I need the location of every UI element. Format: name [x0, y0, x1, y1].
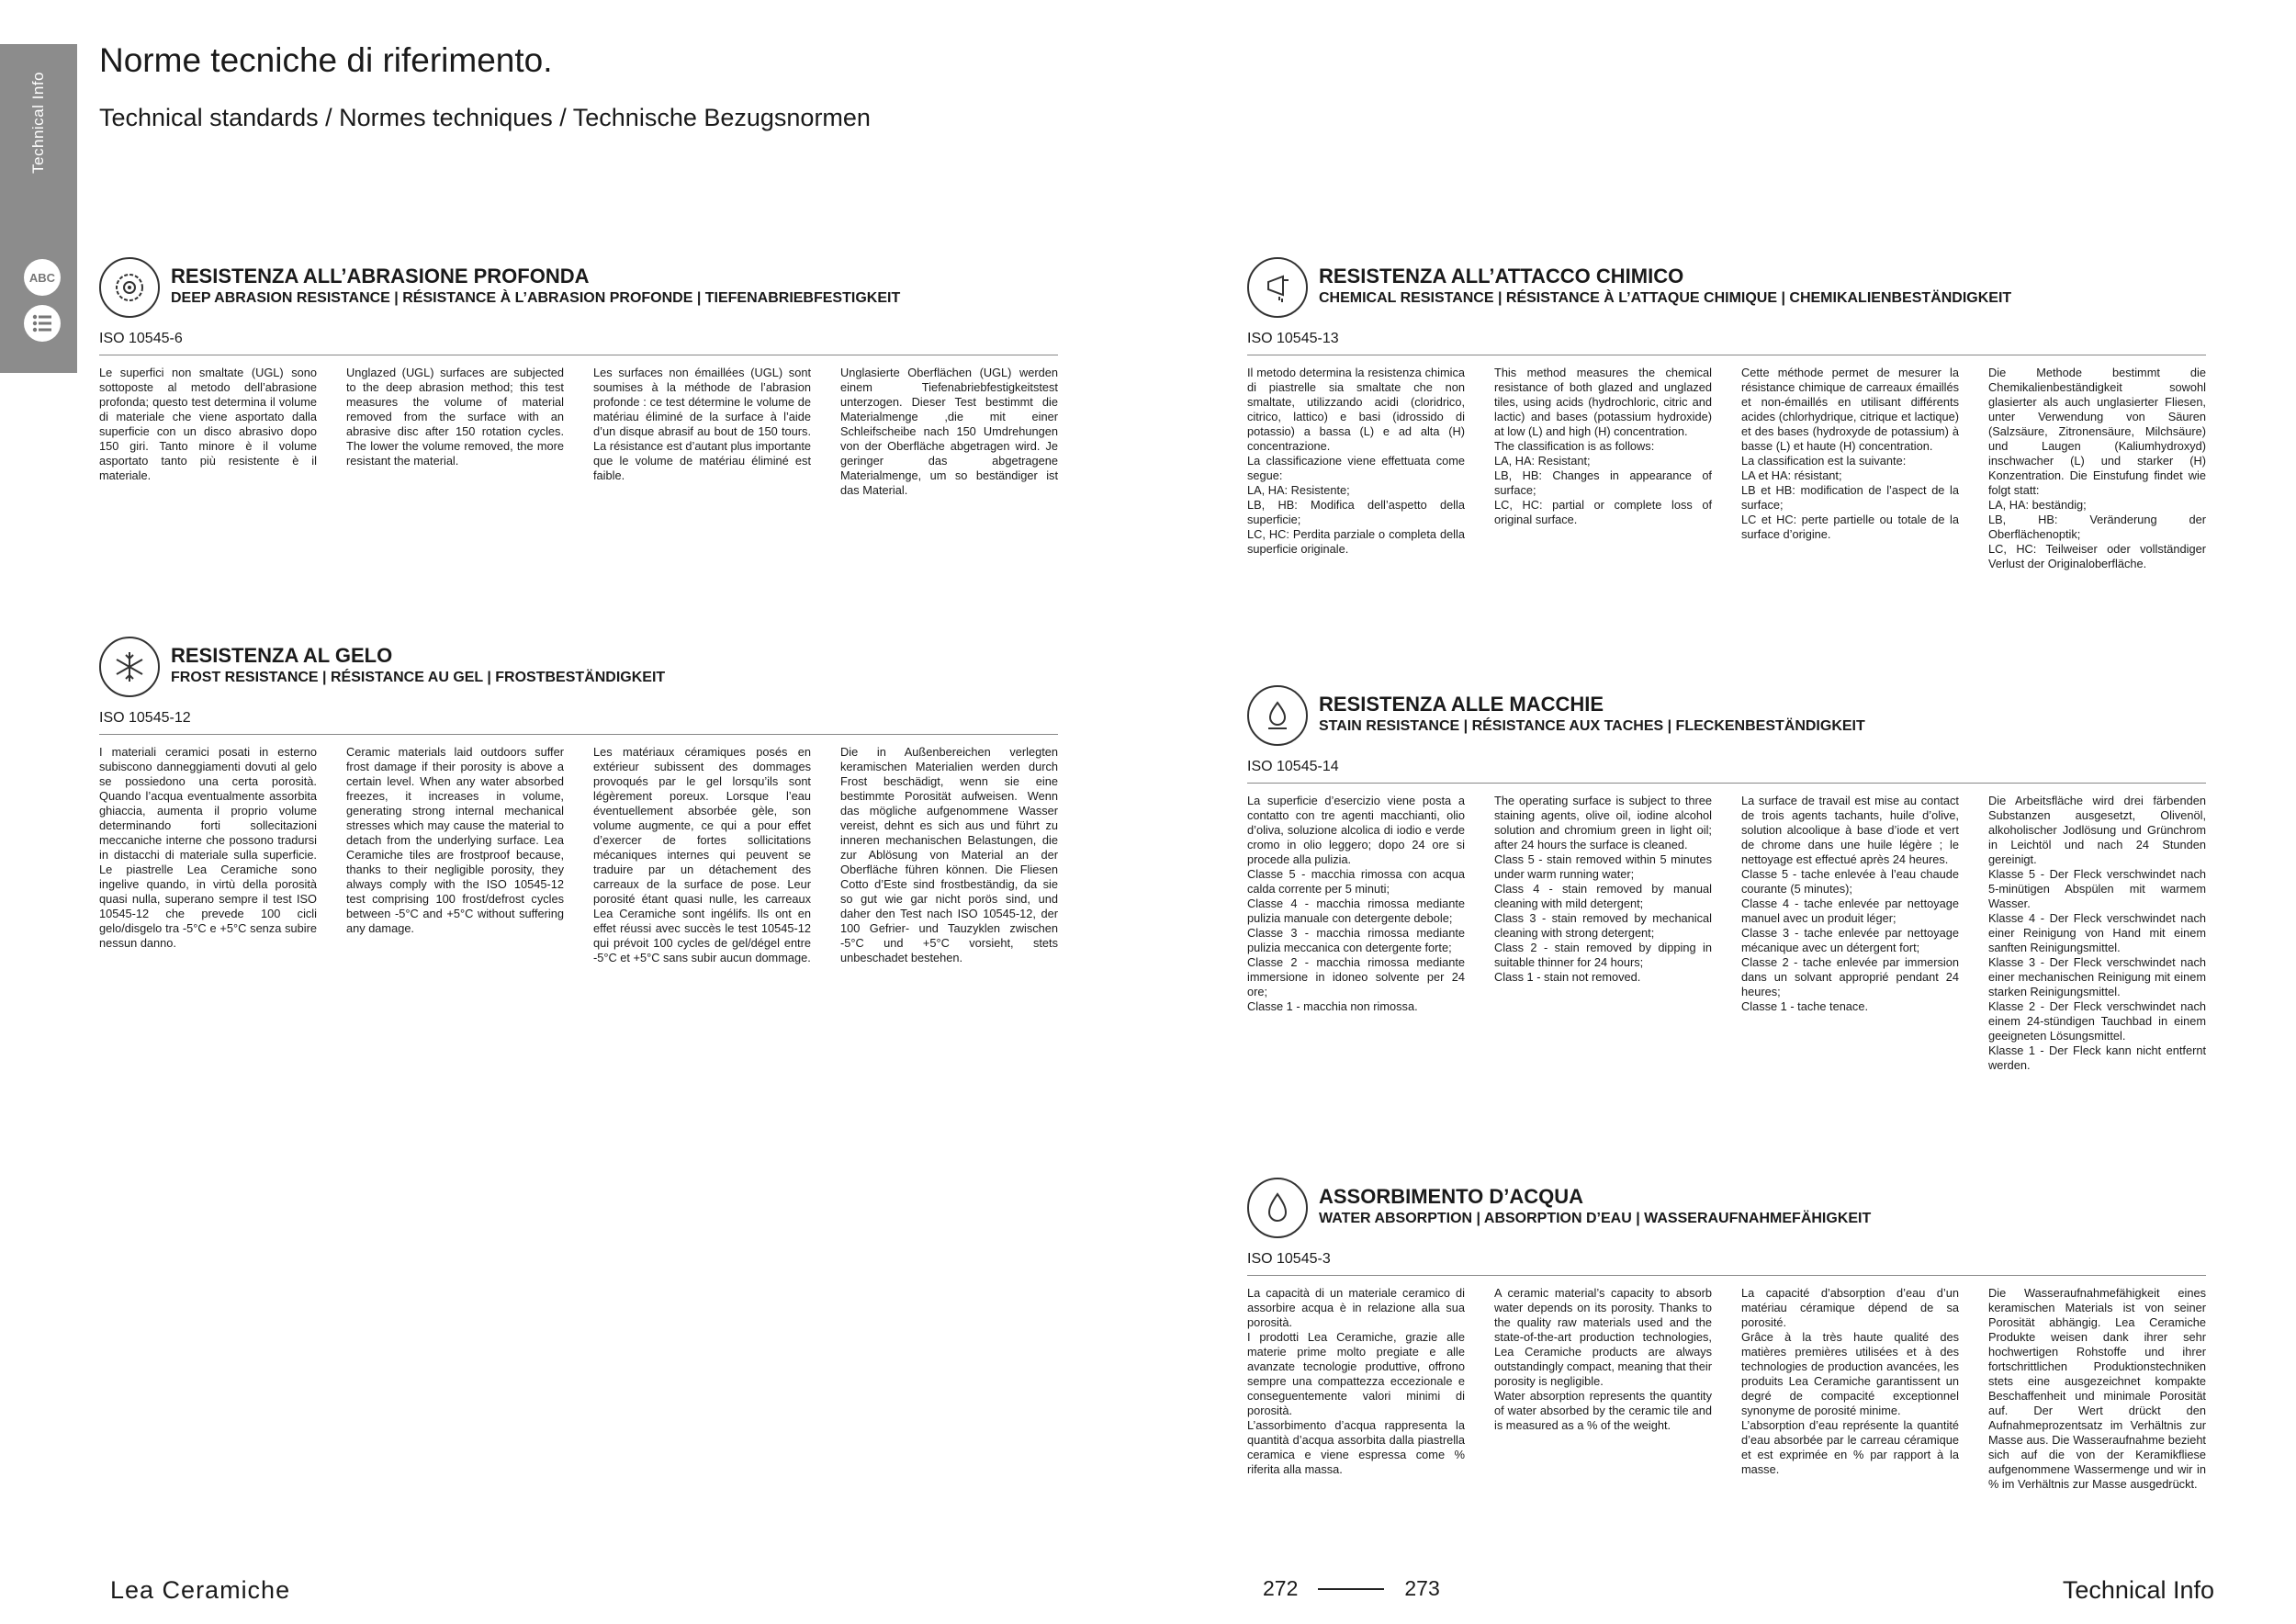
- text-col-en: A ceramic material’s capacity to absorb water depends on its porosity. Thanks to the quality raw materials used and the state-of-the-art production technologies, Lea Ceramiche products are always outstandingly compact, meaning that their porosity is negligible. Water absorption represents the quantity of water absorbed by the ceramic tile and is measured as a % of the weight.: [1494, 1286, 1712, 1432]
- water-drop-icon: [1247, 1178, 1308, 1238]
- text-col-en: The operating surface is subject to three staining agents, olive oil, iodine alcohol solution and chromium green in light oil; after 24 hours the surface is cleaned. Class 5 - stain removed within 5 minutes under warm running water; Class 4 - stain removed by manual cleaning with mild detergent; Class 3 - stain removed by mechanical cleaning with strong detergent; Class 2 - stain removed by dipping in suitable thinner for 24 hours; Class 1 - stain not removed.: [1494, 794, 1712, 984]
- text-columns: [1247, 366, 2206, 571]
- side-tab-label: Technical Info: [29, 72, 47, 174]
- list-glyph: [32, 314, 52, 333]
- text-col-de: Die Arbeitsfläche wird drei färbenden Substanzen ausgesetzt, Olivenöl, alkoholischer Jodlösung und Grünchrom in Leichtöl und nach 24 Stunden gereinigt. Klasse 5 - Der Fleck verschwindet nach 5-minütigen Abspülen mit warmem Wasser. Klasse 4 - Der Fleck verschwindet nach einer Reinigung von Hand mit einem sanften Reinigungsmittel. Klasse 3 - Der Fleck verschwindet nach einer mechanischen Reinigung mit einem starken Reinigungsmittel. Klasse 2 - Der Fleck verschwindet nach einem 24-stündigen Tauchbad in einem geeigneten Lösungsmittel. Klasse 1 - Der Fleck kann nicht entfernt werden.: [1988, 794, 2206, 1072]
- footer-brand: Lea Ceramiche: [110, 1576, 291, 1604]
- divider: [99, 734, 1058, 735]
- text-columns: [1247, 1286, 2206, 1492]
- abc-icon[interactable]: ABC: [24, 259, 61, 296]
- section-subtitle: FROST RESISTANCE | RÉSISTANCE AU GEL | FROSTBESTÄNDIGKEIT: [171, 670, 666, 685]
- text-col-it: La capacità di un materiale ceramico di assorbire acqua è in relazione alla sua porosità. I prodotti Lea Ceramiche, grazie alle materie prime molto pregiate e alle avanzate tecnologie produttive, offrono sempre una compattezza eccezionale e conseguentemente valori minimi di porosità. L’assorbimento d’acqua rappresenta la quantità d’acqua assorbita dalla piastrella ceramica e viene espressa come % riferita alla massa.: [1247, 1286, 1465, 1476]
- stain-drop-icon: [1247, 685, 1308, 746]
- page-separator: [1318, 1588, 1384, 1590]
- section-subtitle: STAIN RESISTANCE | RÉSISTANCE AUX TACHES | FLECKENBESTÄNDIGKEIT: [1319, 718, 1865, 734]
- footer-section: Technical Info: [2062, 1576, 2214, 1604]
- text-col-de: Unglasierte Oberflächen (UGL) werden einem Tiefenabriebfestigkeitstest unterzogen. Dieser Test bestimmt die Materialmenge ,die mit einer Schleifscheibe nach 150 Umdrehungen von der Oberfläche abgetragen wird. Je geringer das abgetragene Materialmenge, um so beständiger ist das Material.: [840, 366, 1058, 497]
- page-number-left: 272: [1263, 1576, 1299, 1600]
- section-title: RESISTENZA AL GELO: [171, 644, 393, 667]
- iso-code: ISO 10545-12: [99, 710, 191, 726]
- text-col-en: This method measures the chemical resistance of both glazed and unglazed tiles, using acids (hydrochloric, citric and lactic) and bases (potassium hydroxide) at low (L) and high (H) concentration. The classification is as follows: LA, HA: Resistant; LB, HB: Changes in appearance of surface; LC, HC: partial or complete loss of original surface.: [1494, 366, 1712, 526]
- snowflake-icon: [99, 637, 160, 697]
- text-col-fr: Les surfaces non émaillées (UGL) sont soumises à la méthode de l’abrasion profonde : ce test détermine le volume de matériau éliminé de la surface à l’aide d’un disque abrasif au bout de 150 tours. La résistance est d’autant plus importante que le volume de matériau éliminé est faible.: [593, 366, 811, 482]
- text-col-it: I materiali ceramici posati in esterno subiscono danneggiamenti dovuti al gelo se possiedono una certa porosità. Quando l’acqua eventualmente assorbita ghiaccia, aumenta il proprio volume determinando forti sollecitazioni meccaniche interne che possono tradursi in distacchi di materiale sulla superficie. Le piastrelle Lea Ceramiche sono ingelive quando, in virtù della porosità quasi nulla, superano sempre il test ISO 10545-12 che prevede 100 cicli gelo/disgelo tra -5°C e +5°C senza subire nessun danno.: [99, 745, 317, 950]
- page-numbers: [1263, 1576, 1440, 1601]
- text-col-de: Die in Außenbereichen verlegten keramischen Materialien werden durch Frost beschädigt, wenn sie eine bestimmte Porosität aufweisen. Wenn das mögliche aufgenommene Wasser vereist, dehnt es sich aus und führt zu inneren mechanischen Belastungen, die zur Ablösung von Material an der Oberfläche führen können. Die Fliesen Cotto d’Este sind frostbeständig, da sie so gut wie gar nicht porös sind, und daher den Test nach ISO 10545-12, der 100 Gefrier- und Tauzyklen zwischen -5°C und +5°C vorsieht, stets unbeschadet bestehen.: [840, 745, 1058, 964]
- section-title: ASSORBIMENTO D’ACQUA: [1319, 1185, 1584, 1208]
- list-icon[interactable]: [24, 305, 61, 342]
- section-title: RESISTENZA ALL’ABRASIONE PROFONDA: [171, 265, 590, 288]
- text-col-it: La superficie d’esercizio viene posta a contatto con tre agenti macchianti, olio d’oliva, soluzione alcolica di iodio e verde cromo in olio leggero; dopo 24 ore si procede alla pulizia. Classe 5 - macchia rimossa con acqua calda corrente per 5 minuti; Classe 4 - macchia rimossa mediante pulizia manuale con detergente debole; Classe 3 - macchia rimossa mediante pulizia meccanica con detergente forte; Classe 2 - macchia rimossa mediante immersione in idoneo solvente per 24 ore; Classe 1 - macchia non rimossa.: [1247, 794, 1465, 1013]
- iso-code: ISO 10545-13: [1247, 331, 1339, 346]
- text-col-en: Ceramic materials laid outdoors suffer frost damage if their porosity is above a certain level. When any water absorbed freezes, it increases in volume, generating strong internal mechanical stresses which may cause the material to detach from the underlying surface. Lea Ceramiche tiles are frostproof because, thanks to their negligible porosity, they always comply with the ISO 10545-12 test comprising 100 frost/defrost cycles between -5°C and +5°C without suffering any damage.: [346, 745, 564, 935]
- section-subtitle: CHEMICAL RESISTANCE | RÉSISTANCE À L’ATTAQUE CHIMIQUE | CHEMIKALIENBESTÄNDIGKEIT: [1319, 290, 2012, 306]
- text-columns: [99, 745, 1058, 965]
- text-col-fr: La surface de travail est mise au contact de trois agents tachants, huile d’olive, solution alcoolique à base d’iode et vert de chrome dans une huile légère ; le nettoyage est effectué après 24 heures. Classe 5 - tache enlevée à l’eau chaude courante (5 minutes); Classe 4 - tache enlevée par nettoyage manuel avec un produit léger; Classe 3 - tache enlevée par nettoyage mécanique avec un détergent fort; Classe 2 - tache enlevée par immersion dans un solvant approprié pendant 24 heures; Classe 1 - tache tenace.: [1741, 794, 1959, 1013]
- page-subtitle: Technical standards / Normes techniques / Technische Bezugsnormen: [99, 104, 871, 131]
- page-title: Norme tecniche di riferimento.: [99, 41, 553, 79]
- iso-code: ISO 10545-6: [99, 331, 183, 346]
- text-col-fr: La capacité d’absorption d’eau d’un matériau céramique dépend de sa porosité. Grâce à la très haute qualité des matières premières utilisées et à des technologies de production avancées, les produits Lea Ceramiche garantissent un degré de compacité exceptionnel synonyme de porosité minime. L’absorption d’eau représente la quantité d’eau absorbée par le carreau céramique et est exprimée en % par rapport à la masse.: [1741, 1286, 1959, 1476]
- text-col-it: Le superfici non smaltate (UGL) sono sottoposte al metodo dell’abrasione profonda; questo test determina il volume di materiale che viene asportato dalla superficie con un disco abrasivo dopo 150 giri. Tanto minore è il volume asportato tanto più resistente è il materiale.: [99, 366, 317, 482]
- section-subtitle: DEEP ABRASION RESISTANCE | RÉSISTANCE À L’ABRASION PROFONDE | TIEFENABRIEBFESTIGKEIT: [171, 290, 901, 306]
- section-subtitle: WATER ABSORPTION | ABSORPTION D’EAU | WASSERAUFNAHMEFÄHIGKEIT: [1319, 1211, 1872, 1226]
- page-number-right: 273: [1404, 1576, 1440, 1600]
- section-title: RESISTENZA ALL’ATTACCO CHIMICO: [1319, 265, 1684, 288]
- abrasion-disc-icon: [99, 257, 160, 318]
- text-col-fr: Les matériaux céramiques posés en extérieur subissent des dommages provoqués par le gel lorsqu’ils sont légèrement poreux. Lorsque l’eau éventuellement absorbée gèle, son volume augmente, ce qui a pour effet d’exercer de fortes sollicitations mécaniques internes qui peuvent se traduire par un détachement des carreaux de la surface de pose. Leur porosité étant quasi nulle, les carreaux Lea Ceramiche sont ingélifs. Ils ont en effet réussi avec succès le test 10545-12 qui prévoit 100 cycles de gel/dégel entre -5°C et +5°C sans subir aucun dommage.: [593, 745, 811, 964]
- text-col-fr: Cette méthode permet de mesurer la résistance chimique de carreaux émaillés et non-émaillés en utilisant différents acides (chlorhydrique, citrique et lactique) et des bases (hydroxyde de potassium) à basse (L) et haute (H) concentration. La classification est la suivante: LA et HA: résistant; LB et HB: modification de l’aspect de la surface; LC et HC: perte partielle ou totale de la surface d’origine.: [1741, 366, 1959, 541]
- side-tab: [0, 44, 77, 373]
- divider: [1247, 1275, 2206, 1276]
- iso-code: ISO 10545-3: [1247, 1251, 1331, 1267]
- text-col-it: Il metodo determina la resistenza chimica di piastrelle sia smaltate che non smaltate, utilizzando acidi (cloridrico, citrico, lattico) e basi (idrossido di potassio) a bassa (L) e ad alta (H) concentrazione. La classificazione viene effettuata come segue: LA, HA: Resistente; LB, HB: Modifica dell’aspetto della superficie; LC, HC: Perdita parziale o completa della superficie originale.: [1247, 366, 1465, 556]
- section-title: RESISTENZA ALLE MACCHIE: [1319, 693, 1604, 716]
- text-col-en: Unglazed (UGL) surfaces are subjected to the deep abrasion method; this test measures the volume of material removed from the surface with an abrasive disc after 150 rotation cycles. The lower the volume removed, the more resistant the material.: [346, 366, 564, 468]
- text-columns: [1247, 794, 2206, 1073]
- flask-icon: [1247, 257, 1308, 318]
- iso-code: ISO 10545-14: [1247, 759, 1339, 774]
- text-columns: [99, 366, 1058, 498]
- divider: [1247, 783, 2206, 784]
- text-col-de: Die Methode bestimmt die Chemikalienbeständigkeit sowohl glasierter als auch unglasierter Fliesen, unter Verwendung von Säuren (Salzsäure, Zitronensäure, Milchsäure) und Laugen (Kaliumhydroxyd) inschwacher (L) und starker (H) Konzentration. Die Einstufung findet wie folgt statt: LA, HA: beständig; LB, HB: Veränderung der Oberflächenoptik; LC, HC: Teilweiser oder vollständiger Verlust der Originaloberfläche.: [1988, 366, 2206, 570]
- text-col-de: Die Wasseraufnahmefähigkeit eines keramischen Materials ist von seiner Porosität abhängig. Lea Ceramiche Produkte weisen dank ihrer sehr hochwertigen Rohstoffe und ihrer fortschrittlichen Produktionstechniken stets eine ausgezeichnet kompakte Beschaffenheit und minimale Porosität auf. Der Wert drückt den Aufnahmeprozentsatz im Verhältnis zur Masse aus. Die Wasseraufnahme bezieht sich auf die von der Keramikfliese aufgenommene Wassermenge und wir in % im Verhältnis zur Masse ausgedrückt.: [1988, 1286, 2206, 1491]
